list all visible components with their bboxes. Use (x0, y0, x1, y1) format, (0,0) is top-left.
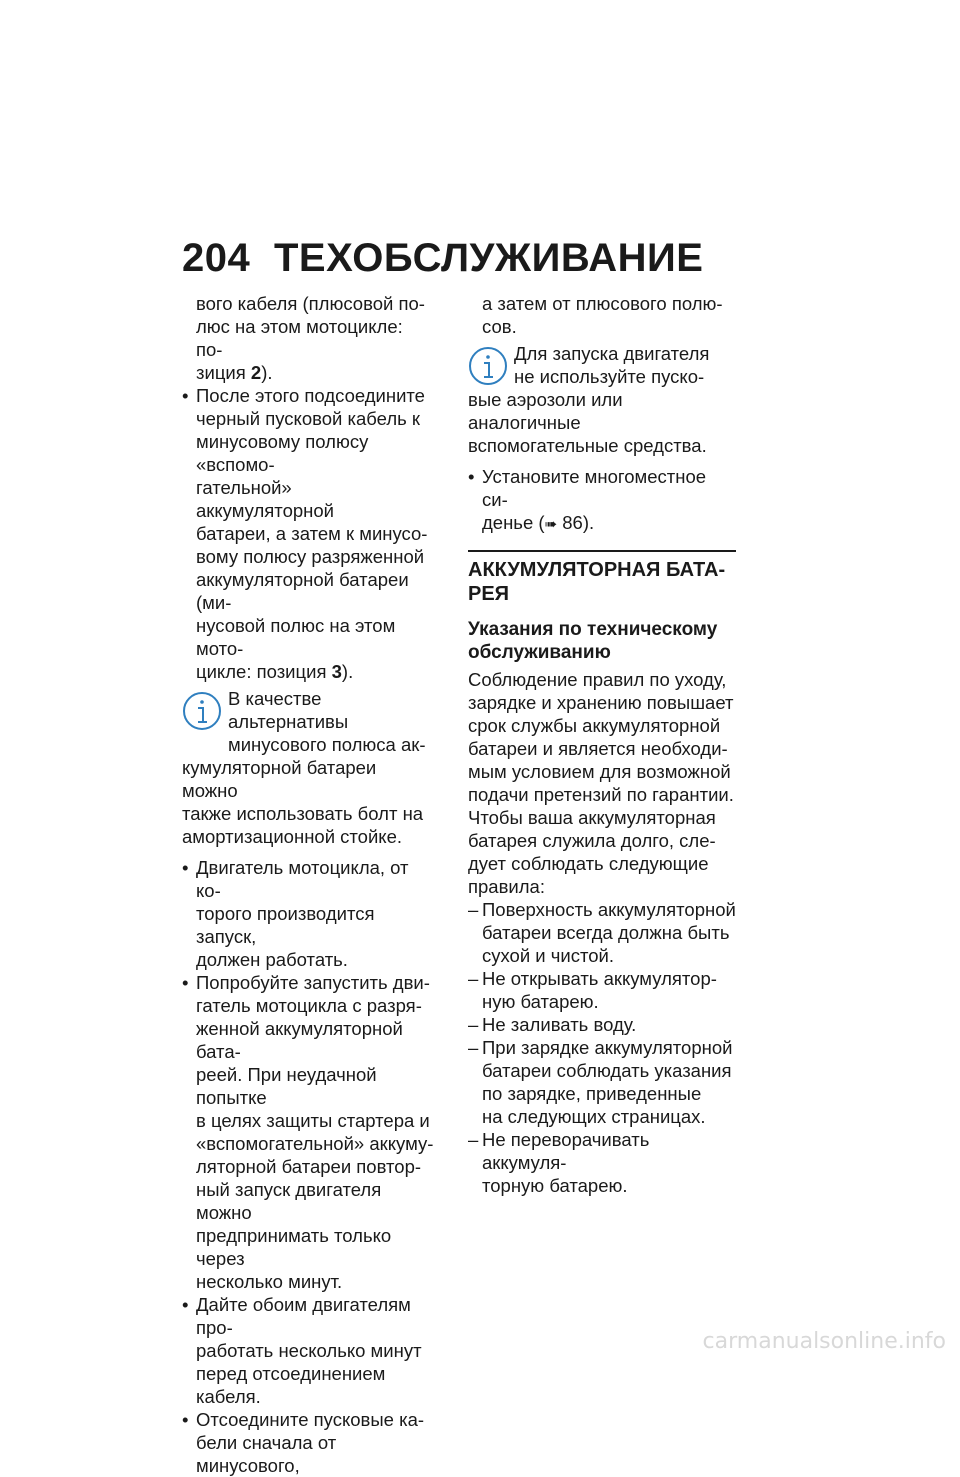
text-line: – Не заливать воду. (482, 1014, 637, 1035)
text-line: зарядке и хранению повышает (468, 692, 734, 713)
position-number: 3 (331, 661, 342, 682)
list-item (182, 856, 434, 971)
text-line: дует соблюдать следующие (468, 853, 709, 874)
text-line: предпринимать только через (196, 1225, 392, 1269)
text-line: цикле: позиция 3). (196, 661, 354, 682)
text-line: ную батарею. (482, 991, 599, 1012)
text-line: перед отсоединением кабеля. (196, 1363, 386, 1407)
text-line: • Попробуйте запустить дви- (196, 972, 430, 993)
text-line: минусовому полюсу «вспомо- (196, 431, 369, 475)
text-line: – При зарядке аккумуляторной (482, 1037, 733, 1058)
text-line: батареи всегда должна быть (482, 922, 730, 943)
list-item (182, 1408, 434, 1477)
page-reference-arrow-icon: ➠ (544, 516, 558, 533)
text-line: по зарядке, приведенные (482, 1083, 702, 1104)
text-line: вые аэрозоли или аналогичные (468, 389, 623, 433)
subsection-heading: Указания по техническому обслуживанию (468, 619, 718, 663)
text-line: • Отсоедините пусковые ка- (196, 1409, 425, 1430)
text-line: правила: (468, 876, 545, 897)
list-item (182, 971, 434, 1293)
text-line: – Не открывать аккумулятор- (482, 968, 717, 989)
continued-paragraph (468, 292, 736, 338)
watermark: carmanualsonline.info (702, 1329, 946, 1354)
text-line: • Двигатель мотоцикла, от ко- (196, 857, 409, 901)
list-item (182, 1293, 434, 1408)
text-line: гатель мотоцикла с разря- (196, 995, 422, 1016)
text-line: не используйте пуско- (514, 366, 705, 387)
info-note (182, 687, 434, 848)
text-line: в целях защиты стартера и (196, 1110, 430, 1131)
section-divider (468, 550, 736, 552)
text-line: работать несколько минут (196, 1340, 422, 1361)
text-line: реей. При неудачной попытке (196, 1064, 377, 1108)
section-title: ТЕХОБСЛУЖИВАНИЕ (274, 236, 704, 280)
text-line: на следующих страницах. (482, 1106, 706, 1127)
text-line: аккумуляторной батареи (ми- (196, 569, 409, 613)
info-icon (468, 346, 508, 386)
info-note (468, 342, 736, 457)
text-line: мым условием для возможной (468, 761, 731, 782)
text-line: ляторной батареи повтор- (196, 1156, 422, 1177)
text-line: амортизационной стойке. (182, 826, 403, 847)
text-line: торную батарею. (482, 1175, 628, 1196)
page-number: 204 (182, 236, 251, 280)
text-line: Для запуска двигателя (514, 343, 710, 364)
text-line: – Не переворачивать аккумуля- (482, 1129, 650, 1173)
text-line: денье (➠ 86). (482, 511, 736, 536)
text-line: батареи, а затем к минусо- (196, 523, 428, 544)
text-line: сов. (482, 316, 517, 337)
text-line: черный пусковой кабель к (196, 408, 421, 429)
right-column (468, 292, 736, 1197)
continued-paragraph (182, 292, 434, 384)
text-line: зиция 2). (196, 362, 273, 383)
text-line: – Поверхность аккумуляторной (482, 899, 736, 920)
text-line: несколько минут. (196, 1271, 343, 1292)
text-line: срок службы аккумуляторной (468, 715, 721, 736)
text-line: батарея служила долго, сле- (468, 830, 716, 851)
text-line: «вспомогательной» аккуму- (196, 1133, 434, 1154)
dash-list-item (468, 1128, 736, 1197)
text-line: а затем от плюсового полю- (482, 293, 723, 314)
text-line: минусового полюса ак- (228, 734, 426, 755)
text-line: В качестве альтернативы (228, 688, 349, 732)
text-line: батареи и является необходи- (468, 738, 728, 759)
position-number: 2 (250, 362, 262, 383)
text-line: должен работать. (196, 949, 348, 970)
dash-list-item (468, 967, 736, 1013)
text-line: бели сначала от минусового, (196, 1432, 337, 1476)
paragraph (468, 668, 736, 898)
text-line: также использовать болт на (182, 803, 424, 824)
dash-list-item (468, 1013, 736, 1036)
text-line: ный запуск двигателя можно (196, 1179, 382, 1223)
text-line: женной аккумуляторной бата- (196, 1018, 403, 1062)
text-line: вого кабеля (плюсовой по- (196, 293, 425, 314)
text-line: • Дайте обоим двигателям про- (196, 1294, 411, 1338)
list-item (182, 384, 434, 683)
dash-list-item (468, 1036, 736, 1128)
text-line: Чтобы ваша аккумуляторная (468, 807, 716, 828)
info-icon (182, 691, 222, 731)
text-line: люс на этом мотоцикле: по- (196, 316, 403, 360)
text-line: торого производится запуск, (196, 903, 375, 947)
text-line: Соблюдение правил по уходу, (468, 669, 727, 690)
text-line: нусовой полюс на этом мото- (196, 615, 396, 659)
page-header (182, 236, 742, 284)
left-column (182, 292, 434, 1477)
text-line: вому полюсу разряженной (196, 546, 425, 567)
text-line: • После этого подсоедините (196, 385, 425, 406)
section-heading: АККУМУЛЯТОРНАЯ БАТА- РЕЯ (468, 559, 726, 605)
text-line: гательной» аккумуляторной (196, 477, 334, 521)
text-line: кумуляторной батареи можно (182, 757, 377, 801)
text-line: батареи соблюдать указания (482, 1060, 732, 1081)
text-line: • Установите многоместное си- (482, 466, 707, 510)
text-line: подачи претензий по гарантии. (468, 784, 734, 805)
list-item (468, 465, 736, 536)
text-line: сухой и чистой. (482, 945, 615, 966)
dash-list-item (468, 898, 736, 967)
text-line: вспомогательные средства. (468, 435, 707, 456)
